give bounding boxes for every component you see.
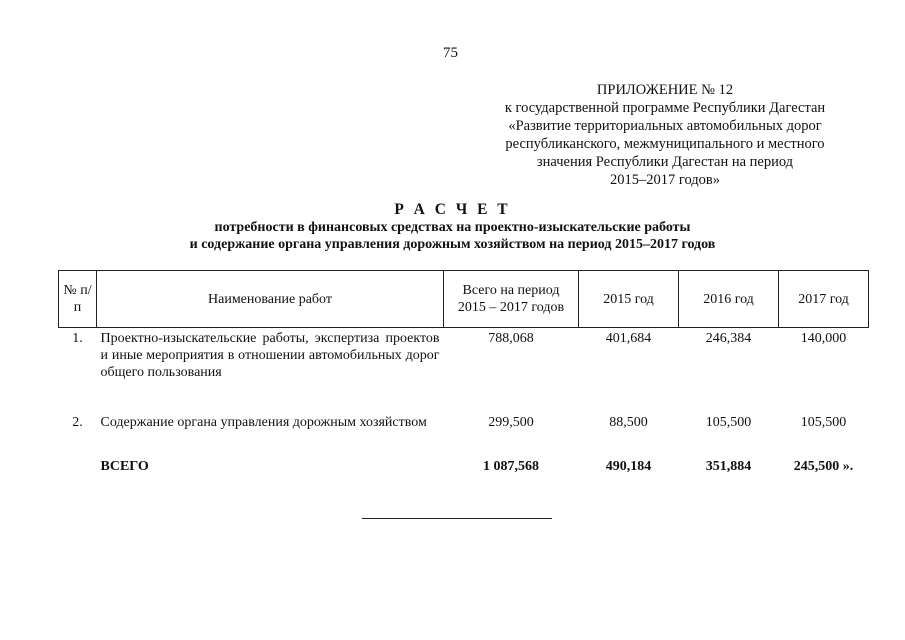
row-2017: 140,000 [800, 331, 847, 346]
row-name: Содержание органа управления дорожным хозяйством [100, 415, 427, 430]
table-total-row [59, 454, 869, 477]
table-header-row [59, 271, 869, 328]
header-2017: 2017 год [779, 271, 869, 328]
appendix-line: «Развитие территориальных автомобильных дорог [508, 118, 822, 134]
row-name: Проектно-изыскательские работы, экспертиза проектов и иные мероприятия в отношении автомобильных дорог общего пользования [100, 331, 440, 380]
row-2016: 105,500 [705, 415, 752, 430]
total-num [59, 454, 97, 477]
total-2017: 245,500 ». [793, 459, 854, 474]
heading-title: Р А С Ч Е Т [394, 201, 511, 218]
row-total: 299,500 [488, 415, 534, 430]
row-total: 788,068 [488, 331, 534, 346]
header-total: Всего на период 2015 – 2017 годов [444, 271, 579, 328]
appendix-line: республиканского, межмуниципального и местного [505, 136, 825, 152]
row-num: 2. [72, 415, 83, 430]
end-rule [362, 518, 552, 519]
document-heading [0, 200, 905, 253]
row-2015: 88,500 [609, 415, 648, 430]
row-2015: 401,684 [605, 331, 652, 346]
heading-subtitle-line: потребности в финансовых средствах на проектно-изыскательские работы [214, 220, 691, 235]
table-row [59, 328, 869, 413]
header-2015: 2015 год [579, 271, 679, 328]
appendix-title: ПРИЛОЖЕНИЕ № 12 [596, 82, 734, 98]
works-table [58, 270, 869, 477]
heading-subtitle-line: и содержание органа управления дорожным хозяйством на период 2015–2017 годов [189, 237, 716, 252]
header-2016: 2016 год [679, 271, 779, 328]
row-2017: 105,500 [800, 415, 847, 430]
appendix-block [470, 81, 860, 189]
total-total: 1 087,568 [483, 459, 539, 474]
header-name: Наименование работ [97, 271, 444, 328]
total-label: ВСЕГО [100, 459, 149, 474]
total-2016: 351,884 [705, 459, 752, 474]
row-2016: 246,384 [705, 331, 752, 346]
appendix-line: 2015–2017 годов» [609, 172, 721, 188]
appendix-line: значения Республики Дагестан на период [536, 154, 794, 170]
row-num: 1. [72, 331, 83, 346]
page-number: 75 [443, 45, 458, 61]
header-num: № п/п [59, 271, 97, 328]
total-2015: 490,184 [605, 459, 652, 474]
appendix-line: к государственной программе Республики Дагестан [504, 100, 826, 116]
table-row [59, 412, 869, 454]
